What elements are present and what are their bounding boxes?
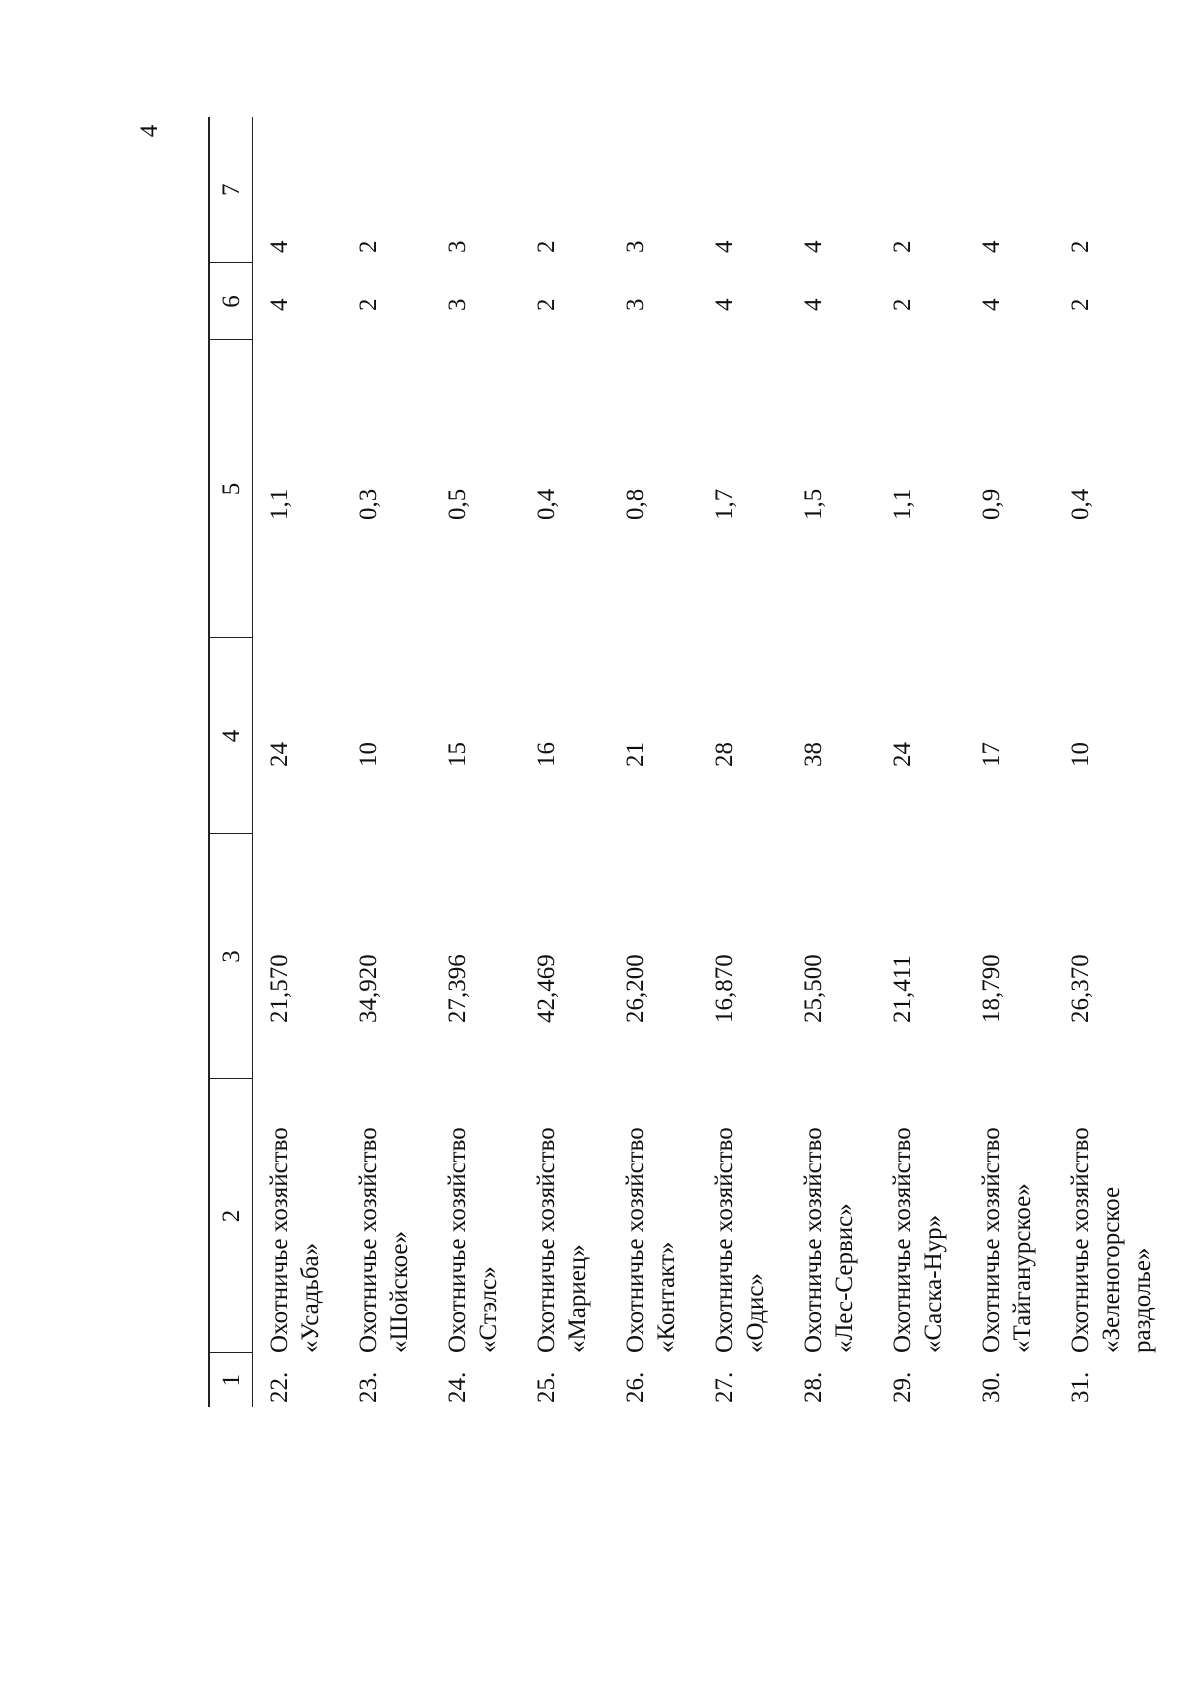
column-6-value-cell: 4 bbox=[711, 298, 738, 311]
farm-name-cell: Охотничье хозяйство «Мариец» bbox=[533, 1127, 591, 1353]
column-header-1: 1 bbox=[209, 1353, 253, 1407]
farm-name-cell: Охотничье хозяйство «Контакт» bbox=[622, 1127, 680, 1353]
column-6-value-cell: 4 bbox=[978, 298, 1005, 311]
column-6-value-cell: 2 bbox=[533, 298, 560, 311]
column-6-value-cell: 3 bbox=[622, 298, 649, 311]
page-number: 4 bbox=[136, 124, 163, 138]
table-row bbox=[609, 117, 698, 1407]
column-3-value-cell: 21,570 bbox=[266, 954, 293, 1023]
row-number-cell: 27. bbox=[711, 1371, 738, 1403]
column-4-value-cell: 24 bbox=[889, 742, 916, 767]
column-7-value-cell: 4 bbox=[266, 240, 293, 253]
column-3-value-cell: 26,200 bbox=[622, 954, 649, 1023]
row-number-cell: 28. bbox=[800, 1371, 827, 1403]
farm-name-cell: Охотничье хозяйство «Зеленогорское раздолье» bbox=[1067, 1127, 1156, 1353]
column-5-value-cell: 0,5 bbox=[444, 488, 471, 520]
column-6-value-cell: 2 bbox=[889, 298, 916, 311]
column-4-value-cell: 16 bbox=[533, 742, 560, 767]
column-6-value-cell: 2 bbox=[355, 298, 382, 311]
column-5-value-cell: 0,8 bbox=[622, 488, 649, 520]
column-3-value-cell: 27,396 bbox=[444, 954, 471, 1023]
table-row bbox=[1054, 117, 1177, 1407]
column-header-4: 4 bbox=[209, 638, 253, 834]
column-4-value-cell: 21 bbox=[622, 742, 649, 767]
column-7-value-cell: 2 bbox=[533, 240, 560, 253]
table-body bbox=[253, 117, 1178, 1407]
column-5-value-cell: 1,1 bbox=[266, 488, 293, 520]
farm-name-cell: Охотничье хозяйство «Стэлс» bbox=[444, 1127, 502, 1353]
farm-name-cell: Охотничье хозяйство «Шойское» bbox=[355, 1127, 413, 1353]
column-3-value-cell: 34,920 bbox=[355, 954, 382, 1023]
column-4-value-cell: 24 bbox=[266, 742, 293, 767]
column-5-value-cell: 0,3 bbox=[355, 488, 382, 520]
farm-name-cell: Охотничье хозяйство «Одис» bbox=[711, 1127, 769, 1353]
row-number-cell: 23. bbox=[355, 1371, 382, 1403]
column-7-value-cell: 3 bbox=[622, 240, 649, 253]
farm-name-cell: Охотничье хозяйство «Тайганурское» bbox=[978, 1127, 1036, 1353]
column-3-value-cell: 16,870 bbox=[711, 954, 738, 1023]
row-number-cell: 25. bbox=[533, 1371, 560, 1403]
column-header-3: 3 bbox=[209, 834, 253, 1079]
column-4-value-cell: 10 bbox=[355, 742, 382, 767]
row-number-cell: 26. bbox=[622, 1371, 649, 1403]
row-number-cell: 30. bbox=[978, 1371, 1005, 1403]
column-number-header-row bbox=[209, 117, 253, 1407]
farm-name-cell: Охотничье хозяйство «Усадьба» bbox=[266, 1127, 324, 1353]
table-row bbox=[253, 117, 343, 1407]
table-row bbox=[431, 117, 520, 1407]
farm-name-cell: Охотничье хозяйство «Лес-Сервис» bbox=[800, 1127, 858, 1353]
column-5-value-cell: 1,5 bbox=[800, 488, 827, 520]
table-row bbox=[342, 117, 431, 1407]
column-6-value-cell: 4 bbox=[266, 298, 293, 311]
column-5-value-cell: 0,9 bbox=[978, 488, 1005, 520]
row-number-cell: 22. bbox=[266, 1371, 293, 1403]
column-7-value-cell: 4 bbox=[711, 240, 738, 253]
column-5-value-cell: 1,1 bbox=[889, 488, 916, 520]
column-7-value-cell: 2 bbox=[889, 240, 916, 253]
column-4-value-cell: 10 bbox=[1067, 742, 1094, 767]
farm-name-cell: Охотничье хозяйство «Саска-Нур» bbox=[889, 1127, 947, 1353]
table-row bbox=[787, 117, 876, 1407]
column-4-value-cell: 38 bbox=[800, 742, 827, 767]
column-7-value-cell: 3 bbox=[444, 240, 471, 253]
column-7-value-cell: 2 bbox=[1067, 240, 1094, 253]
column-6-value-cell: 3 bbox=[444, 298, 471, 311]
column-7-value-cell: 2 bbox=[355, 240, 382, 253]
table-container bbox=[208, 117, 1156, 1407]
column-3-value-cell: 25,500 bbox=[800, 954, 827, 1023]
column-header-7: 7 bbox=[209, 117, 253, 263]
row-number-cell: 31. bbox=[1067, 1371, 1094, 1403]
column-5-value-cell: 0,4 bbox=[1067, 488, 1094, 520]
column-3-value-cell: 18,790 bbox=[978, 954, 1005, 1023]
row-number-cell: 29. bbox=[889, 1371, 916, 1403]
column-header-6: 6 bbox=[209, 263, 253, 340]
column-4-value-cell: 28 bbox=[711, 742, 738, 767]
table-row bbox=[520, 117, 609, 1407]
column-7-value-cell: 4 bbox=[800, 240, 827, 253]
table-row bbox=[965, 117, 1054, 1407]
column-7-value-cell: 4 bbox=[978, 240, 1005, 253]
column-5-value-cell: 0,4 bbox=[533, 488, 560, 520]
column-3-value-cell: 21,411 bbox=[889, 955, 916, 1023]
column-4-value-cell: 15 bbox=[444, 742, 471, 767]
column-header-5: 5 bbox=[209, 340, 253, 638]
column-3-value-cell: 42,469 bbox=[533, 954, 560, 1023]
hunting-farms-table bbox=[208, 117, 1177, 1407]
rotated-table-frame bbox=[208, 117, 1156, 1407]
column-6-value-cell: 2 bbox=[1067, 298, 1094, 311]
table-row bbox=[876, 117, 965, 1407]
row-number-cell: 24. bbox=[444, 1371, 471, 1403]
column-3-value-cell: 26,370 bbox=[1067, 954, 1094, 1023]
column-5-value-cell: 1,7 bbox=[711, 488, 738, 520]
table-row bbox=[698, 117, 787, 1407]
column-6-value-cell: 4 bbox=[800, 298, 827, 311]
column-header-2: 2 bbox=[209, 1079, 253, 1353]
column-4-value-cell: 17 bbox=[978, 742, 1005, 767]
